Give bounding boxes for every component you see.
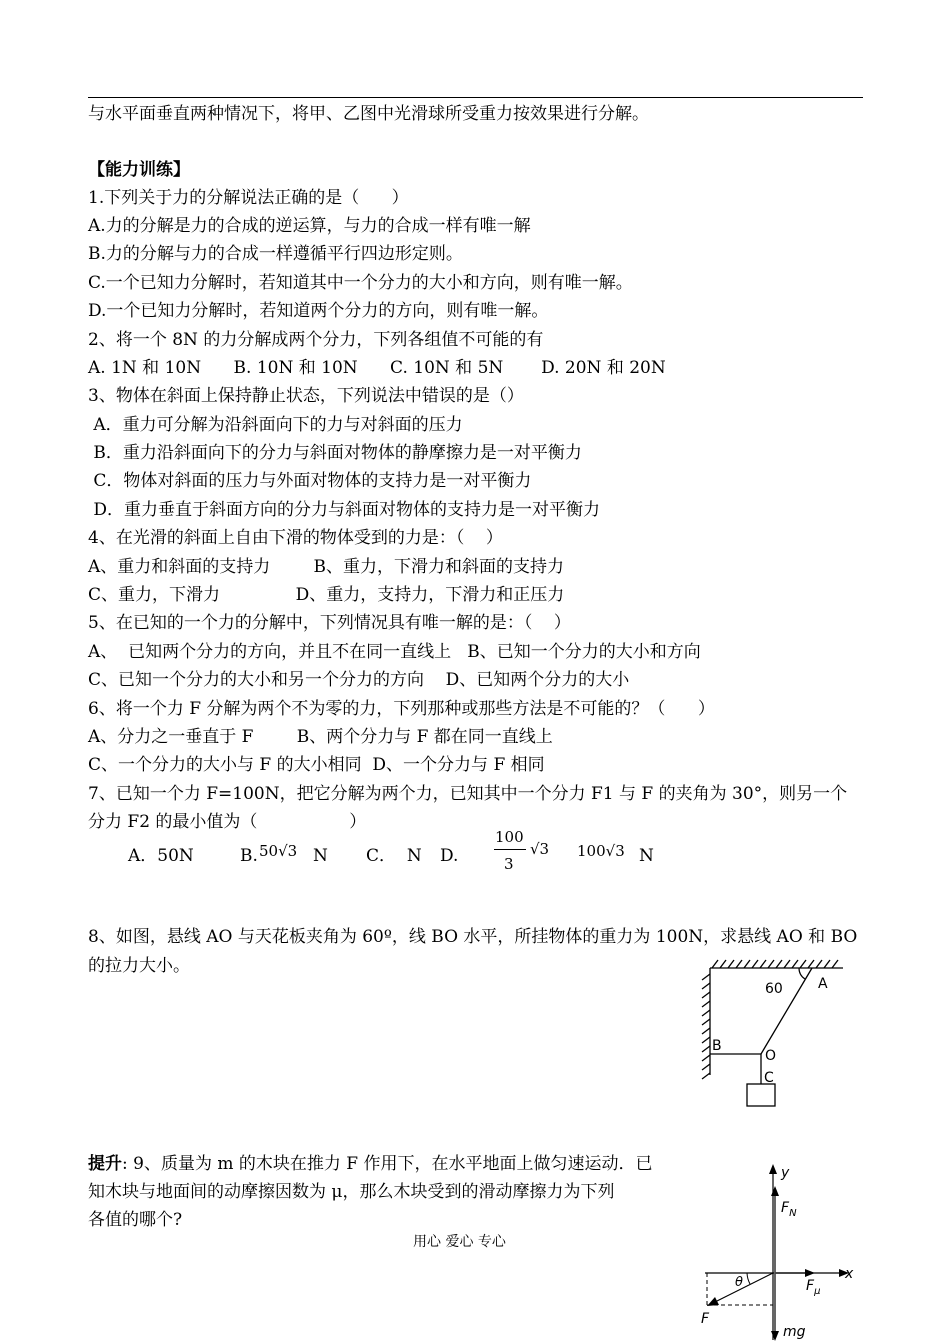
q7-option-d-math: 100√3 [577,842,625,860]
q7-option-d-label: D. [440,846,459,866]
weight-label: mg [783,1324,806,1340]
q2-stem: 2、将一个 8N 的力分解成两个分力，下列各组值不可能的有 [88,330,544,350]
q1-option-a: A.力的分解是力的合成的逆运算，与力的合成一样有唯一解 [88,216,531,236]
q8-line1: 8、如图，悬线 AO 与天花板夹角为 60º，线 BO 水平，所挂物体的重力为 100N，求悬线 AO 和 BO [88,927,858,947]
q7-option-c: C． N [366,846,422,866]
q2-options: A. 1N 和 10N B. 10N 和 10N C. 10N 和 5N D. 20N 和 20N [88,358,666,378]
q3-option-c: C．物体对斜面的压力与外面对物体的支持力是一对平衡力 [88,471,532,491]
q1-option-b: B.力的分解与力的合成一样遵循平行四边形定则。 [88,244,463,264]
q7-fraction-bar [494,849,526,850]
q3-option-d: D．重力垂直于斜面方向的分力与斜面对物体的支持力是一对平衡力 [88,500,601,520]
intro-text: 与水平面垂直两种情况下，将甲、乙图中光滑球所受重力按效果进行分解。 [88,104,649,124]
q7-option-b-unit: N [313,846,328,866]
q6-options-cd: C、一个分力的大小与 F 的大小相同 D、一个分力与 F 相同 [88,755,545,775]
q9-figure [695,1160,860,1342]
angle-arc [799,968,805,979]
normal-force-head [771,1186,779,1196]
angle-label: 60 [765,981,783,997]
q7-fraction-numerator: 100 [495,828,524,846]
q9-line2: 知木块与地面间的动摩擦因数为 μ，那么木块受到的滑动摩擦力为下列 [88,1182,615,1202]
q1-option-c: C.一个已知力分解时，若知道其中一个分力的大小和方向，则有唯一解。 [88,273,633,293]
theta-arc [747,1273,750,1284]
q9-line1-text: : 9、质量为 m 的木块在推力 F 作用下，在水平地面上做匀速运动．已 [122,1154,653,1174]
friction-label: $F_\mu$ [806,1278,821,1297]
point-b-label: B [712,1038,722,1054]
wall [702,968,710,1079]
q9-label: 提升 [88,1154,122,1174]
q7-fraction-root: √3 [530,840,550,858]
q8-line2: 的拉力大小。 [88,956,190,976]
y-axis-arrow [769,1164,777,1174]
push-force-label: F [701,1311,710,1327]
header-rule [88,97,863,98]
normal-force-label: $F_N$ [781,1200,797,1219]
q7-fraction-denominator: 3 [504,855,514,873]
q4-stem: 4、在光滑的斜面上自由下滑的物体受到的力是：（ ） [88,528,503,548]
q7-line2: 分力 F2 的最小值为（ ） [88,812,367,832]
q4-options-cd: C、重力，下滑力 D、重力，支持力，下滑力和正压力 [88,585,565,605]
hanging-block [747,1084,775,1106]
q5-options-ab: A、 已知两个分力的方向，并且不在同一直线上 B、已知一个分力的大小和方向 [88,642,701,662]
q7-option-a: A．50N [128,846,194,866]
q6-stem: 6、将一个力 F 分解为两个不为零的力，下列那种或那些方法是不可能的？（ ） [88,699,715,719]
weight-head [771,1331,779,1341]
q7-option-d-unit: N [639,846,654,866]
theta-label: θ [735,1275,743,1290]
point-a-label: A [818,976,828,992]
q5-options-cd: C、已知一个分力的大小和另一个分力的方向 D、已知两个分力的大小 [88,670,630,690]
x-axis-label: x [845,1266,854,1282]
q9-line3: 各值的哪个? [88,1210,183,1230]
ceiling [710,960,843,968]
page-footer: 用心 爱心 专心 [413,1234,506,1250]
section-title: 【能力训练】 [88,160,190,180]
q8-figure [690,958,850,1113]
q7-option-b-math: 50√3 [259,842,298,860]
q3-option-b: B．重力沿斜面向下的分力与斜面对物体的静摩擦力是一对平衡力 [88,443,582,463]
friction-head [805,1269,815,1277]
q1-option-d: D.一个已知力分解时，若知道两个分力的方向，则有唯一解。 [88,301,549,321]
q9-line1 [88,1153,652,1175]
q6-options-ab: A、分力之一垂直于 F B、两个分力与 F 都在同一直线上 [88,727,553,747]
point-c-label: C [764,1070,774,1086]
point-o-label: O [765,1048,777,1064]
q3-stem: 3、物体在斜面上保持静止状态，下列说法中错误的是（） [88,386,524,406]
y-axis-label: y [781,1165,790,1181]
q7-line1: 7、已知一个力 F=100N，把它分解为两个力，已知其中一个分力 F1 与 F 的夹角为 30°，则另一个 [88,784,848,804]
q1-stem: 1.下列关于力的分解说法正确的是（ ） [88,188,409,208]
q5-stem: 5、在已知的一个力的分解中，下列情况具有唯一解的是：（ ） [88,613,571,633]
q4-options-ab: A、重力和斜面的支持力 B、重力，下滑力和斜面的支持力 [88,557,564,577]
q7-option-b-label: B. [240,846,258,866]
q3-option-a: A．重力可分解为沿斜面向下的力与对斜面的压力 [88,415,463,435]
